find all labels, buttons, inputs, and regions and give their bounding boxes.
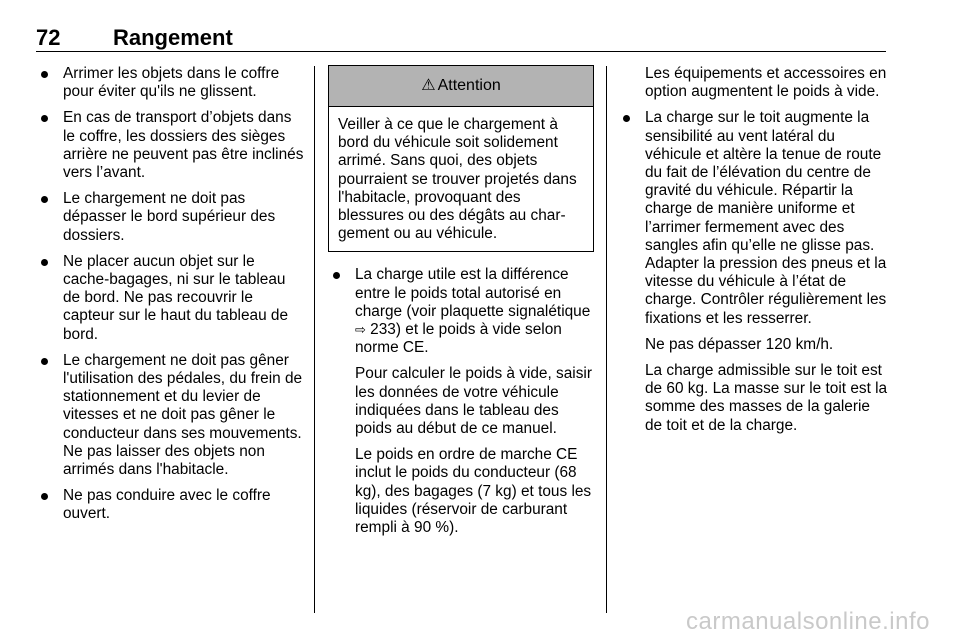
paragraph: Pour calculer le poids à vide, saisir les données de votre véhicule indiquées dans le tableau des poids au début de ce manuel. [355, 365, 592, 438]
header-rule [36, 51, 886, 52]
attention-header [329, 66, 593, 107]
list-item: Ne placer aucun objet sur le cache-bagages, ni sur le tableau de bord. Ne pas recouvrir le capteur sur le haut du tableau de bord. [36, 253, 304, 344]
bullet-list [618, 109, 888, 327]
payload-text-end: 233) et le poids à vide selon norme CE. [355, 321, 562, 357]
list-item: Ne pas conduire avec le coffre ouvert. [36, 487, 304, 523]
page-header [36, 26, 886, 50]
warning-triangle-icon: ⚠ [421, 76, 436, 94]
paragraph: Ne pas dépasser 120 km/h. [645, 335, 834, 353]
paragraph: Le poids en ordre de marche CE inclut le poids du conducteur (68 kg), des bagages (7 kg) et tous les liquides (réservoir de carburant rempli à 90 %). [355, 446, 592, 537]
list-item: Le chargement ne doit pas gêner l'utilisation des pédales, du frein de stationnement et du levier de vitesses et ne doit pas gêner le conducteur dans ses mouvements. Ne pas laisser des objets non arrimés dans l'habitacle. [36, 352, 304, 479]
page-number: 72 [36, 25, 61, 50]
column-2 [328, 65, 594, 545]
bullet-list [328, 266, 594, 357]
payload-text-start: La charge utile est la différence entre le poids total autorisé en charge (voir plaquette signalétique [355, 266, 591, 320]
list-item: En cas de transport d’objets dans le coffre, les dossiers des sièges arrière ne peuvent pas être inclinés vers l’avant. [36, 109, 304, 182]
column-divider-2 [606, 66, 607, 613]
list-item: Arrimer les objets dans le coffre pour éviter qu'ils ne glissent. [36, 65, 304, 101]
paragraph: Les équipements et accessoires en option augmentent le poids à vide. [645, 65, 887, 101]
page-ref-arrow-icon[interactable]: ⇨ [355, 322, 366, 338]
watermark: carmanualsonline.info [686, 608, 930, 635]
attention-box [328, 65, 594, 252]
attention-title: Attention [437, 76, 501, 94]
column-divider-1 [314, 66, 315, 613]
bullet-list [36, 65, 304, 524]
column-1 [36, 65, 304, 532]
page-title: Rangement [113, 25, 233, 50]
list-item: Le chargement ne doit pas dépasser le bord supérieur des dossiers. [36, 190, 304, 245]
paragraph: La charge admissible sur le toit est de 60 kg. La masse sur le toit est la somme des masses de la galerie de toit et de la charge. [645, 362, 888, 434]
attention-text: Veiller à ce que le chargement à bord du véhicule soit solidement arrimé. Sans quoi, des objets pourraient se trouver projetés dans l'habitacle, provoquant des blessures ou des dégâts au chargement ou au véhicule. [338, 116, 577, 243]
column-3 [618, 65, 888, 443]
list-item [328, 266, 594, 357]
list-item: La charge sur le toit augmente la sensibilité au vent latéral du véhicule et altère la tenue de route du fait de l’élévation du centre de gravité du véhicule. Répartir la charge de manière uniforme et l’arrimer fermement avec des sangles afin qu’elle ne glisse pas. Adapter la pression des pneus et la vitesse du véhicule à l’état de charge. Contrôler régulièrement les fixations et les resserrer. [618, 109, 888, 327]
